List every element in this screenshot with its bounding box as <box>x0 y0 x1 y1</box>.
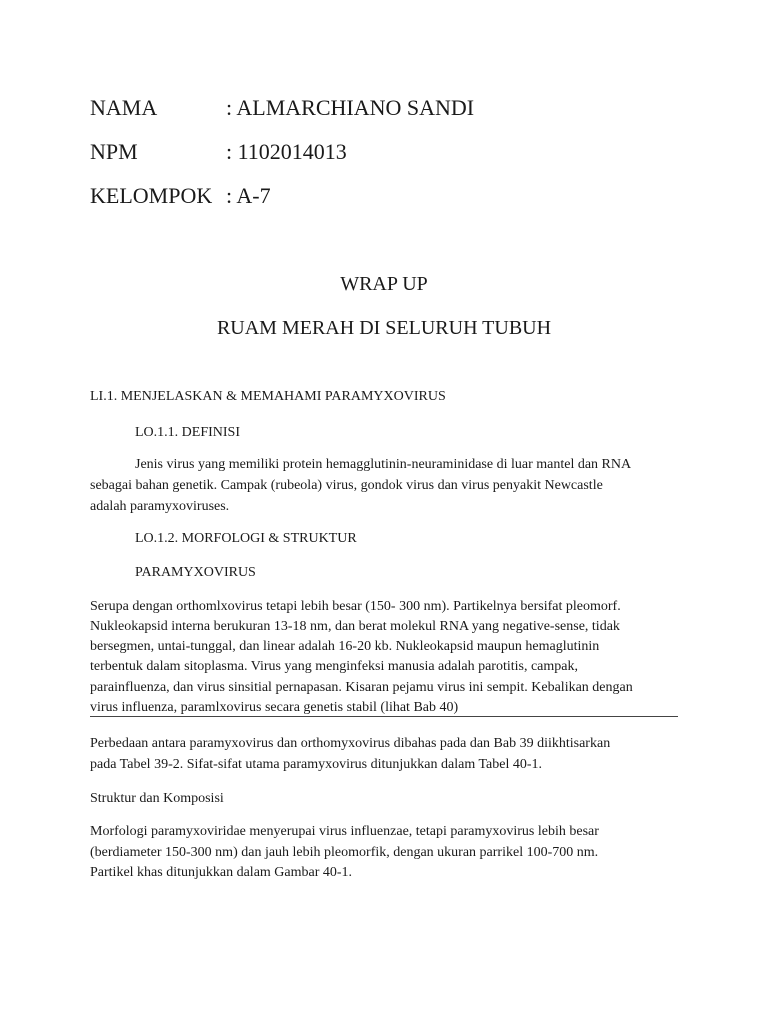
kelompok-value: : A-7 <box>226 183 271 208</box>
definisi-line-1: Jenis virus yang memiliki protein hemagglutinin-neuraminidase di luar mantel dan RNA <box>135 457 632 472</box>
paramyxovirus-heading: PARAMYXOVIRUS <box>135 565 256 580</box>
para2-line-1: Perbedaan antara paramyxovirus dan orthomyxovirus dibahas pada dan Bab 39 diikhtisarkan <box>90 736 611 751</box>
kelompok-label: KELOMPOK <box>90 183 213 208</box>
kelompok-row <box>90 183 271 209</box>
para2-line-2: pada Tabel 39-2. Sifat-sifat utama paramyxovirus ditunjukkan dalam Tabel 40-1. <box>90 757 543 772</box>
struktur-heading: Struktur dan Komposisi <box>90 791 224 806</box>
divider-line <box>90 716 678 717</box>
para1-line-5: parainfluenza, dan virus sinsitial pernapasan. Kisaran pejamu virus ini sempit. Kebalikan dengan <box>90 680 633 695</box>
npm-row <box>90 139 347 165</box>
para1-line-1: Serupa dengan orthomlxovirus tetapi lebih besar (150- 300 nm). Partikelnya bersifat pleomorf. <box>90 599 621 614</box>
nama-value: : ALMARCHIANO SANDI <box>226 95 475 120</box>
para1-line-2: Nukleokapsid interna berukuran 13-18 nm, dan berat molekul RNA yang negative-sense, tidak <box>90 619 620 634</box>
title-wrap-up: WRAP UP <box>340 273 428 295</box>
li1-heading: LI.1. MENJELASKAN & MEMAHAMI PARAMYXOVIRUS <box>90 389 446 404</box>
lo12-heading: LO.1.2. MORFOLOGI & STRUKTUR <box>135 531 357 546</box>
nama-row <box>90 95 474 121</box>
nama-label: NAMA <box>90 95 158 120</box>
para1-line-6: virus influenza, paramlxovirus secara genetis stabil (lihat Bab 40) <box>90 700 459 715</box>
npm-label: NPM <box>90 139 138 164</box>
para1-line-3: bersegmen, untai-tunggal, dan linear adalah 16-20 kb. Nukleokapsid maupun hemaglutinin <box>90 639 600 654</box>
para3-line-1: Morfologi paramyxoviridae menyerupai virus influenzae, tetapi paramyxovirus lebih besar <box>90 824 599 839</box>
lo11-heading: LO.1.1. DEFINISI <box>135 425 240 440</box>
definisi-line-2: sebagai bahan genetik. Campak (rubeola) virus, gondok virus dan virus penyakit Newcastle <box>90 478 603 493</box>
title-topic: RUAM MERAH DI SELURUH TUBUH <box>216 317 552 339</box>
para3-line-3: Partikel khas ditunjukkan dalam Gambar 40-1. <box>90 865 353 880</box>
para1-line-4: terbentuk dalam sitoplasma. Virus yang menginfeksi manusia adalah parotitis, campak, <box>90 659 578 674</box>
para3-line-2: (berdiameter 150-300 nm) dan jauh lebih pleomorfik, dengan ukuran parrikel 100-700 nm. <box>90 845 599 860</box>
npm-value: : 1102014013 <box>226 139 347 164</box>
definisi-line-3: adalah paramyxoviruses. <box>90 499 230 514</box>
